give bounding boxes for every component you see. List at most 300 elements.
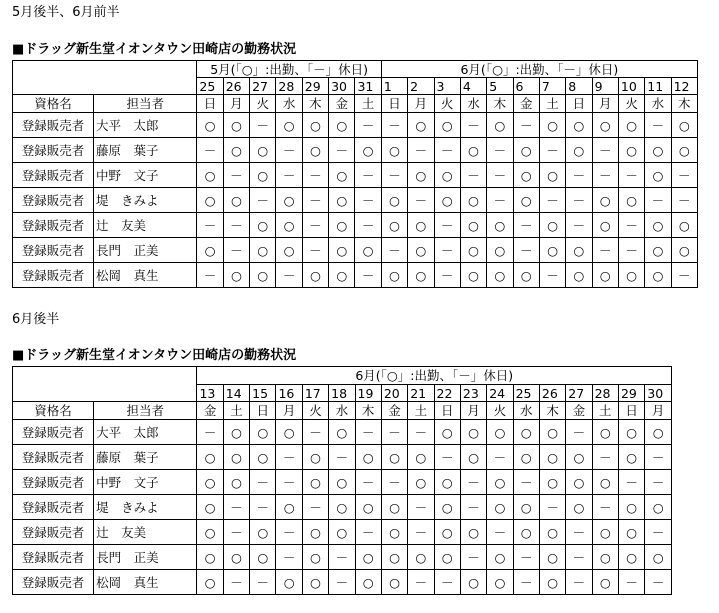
attendance-mark-cell: － [302,238,328,263]
attendance-mark-cell: ○ [539,545,565,570]
date-cell: 11 [645,78,671,95]
person-name-cell: 辻 友美 [94,213,197,238]
date-cell: 6 [513,78,539,95]
weekday-cell: 火 [487,402,513,420]
staff-row [13,420,672,445]
attendance-mark-cell: ○ [618,420,644,445]
attendance-mark-cell: ○ [329,238,355,263]
weekday-cell: 火 [302,402,328,420]
date-cell: 19 [355,385,381,402]
date-cell: 29 [302,78,328,95]
date-cell: 29 [618,385,644,402]
attendance-mark-cell: － [645,445,672,470]
attendance-mark-cell: ○ [460,420,486,445]
attendance-mark-cell: ○ [539,470,565,495]
attendance-mark-cell: ○ [223,138,249,163]
attendance-mark-cell: ○ [223,188,249,213]
attendance-mark-cell: － [671,188,697,213]
attendance-mark-cell: ○ [355,545,381,570]
attendance-mark-cell: ○ [671,238,697,263]
weekday-cell: 金 [381,402,407,420]
weekday-cell: 日 [618,402,644,420]
attendance-mark-cell: ○ [381,213,407,238]
weekday-cell: 金 [197,402,223,420]
attendance-mark-cell: ○ [223,420,249,445]
attendance-mark-cell: － [276,470,302,495]
attendance-mark-cell: － [250,495,276,520]
attendance-mark-cell: － [276,263,302,288]
attendance-mark-cell: － [487,520,513,545]
attendance-mark-cell: ○ [618,263,644,288]
attendance-mark-cell: ○ [566,495,592,520]
weekday-cell: 金 [513,95,539,113]
weekday-cell: 木 [539,402,565,420]
attendance-mark-cell: － [197,263,223,288]
date-cell: 9 [592,78,618,95]
weekday-header-row [13,95,698,113]
attendance-mark-cell: ○ [197,545,223,570]
attendance-mark-cell: － [355,263,381,288]
blank-header-cell [13,367,197,385]
attendance-mark-cell: － [381,113,407,138]
attendance-mark-cell: － [645,520,672,545]
attendance-mark-cell: ○ [223,445,249,470]
attendance-mark-cell: ○ [302,545,328,570]
attendance-mark-cell: － [592,445,618,470]
attendance-mark-cell: ○ [302,138,328,163]
weekday-cell: 水 [645,95,671,113]
person-name-cell: 藤原 葉子 [94,445,197,470]
attendance-mark-cell: － [223,495,249,520]
section2-heading: 6月後半 [12,312,60,327]
attendance-mark-cell: ○ [197,445,223,470]
weekday-cell: 土 [592,402,618,420]
attendance-mark-cell: ○ [197,238,223,263]
date-cell: 10 [618,78,644,95]
attendance-mark-cell: ○ [197,470,223,495]
attendance-mark-cell: － [513,213,539,238]
attendance-mark-cell: ○ [592,113,618,138]
attendance-mark-cell: ○ [250,238,276,263]
attendance-mark-cell: ○ [539,213,565,238]
qualification-cell: 登録販売者 [13,188,94,213]
attendance-mark-cell: ○ [302,520,328,545]
attendance-mark-cell: ○ [250,520,276,545]
attendance-mark-cell: ○ [329,113,355,138]
weekday-cell: 土 [408,402,434,420]
attendance-mark-cell: － [434,238,460,263]
weekday-cell: 月 [408,95,434,113]
attendance-mark-cell: ○ [539,445,565,470]
qualification-cell: 登録販売者 [13,163,94,188]
attendance-mark-cell: ○ [250,263,276,288]
weekday-cell: 木 [302,95,328,113]
weekday-header-row [13,402,672,420]
attendance-mark-cell: ○ [408,213,434,238]
date-cell: 28 [276,78,302,95]
attendance-mark-cell: ○ [408,445,434,470]
attendance-mark-cell: ○ [408,470,434,495]
attendance-mark-cell: － [487,188,513,213]
attendance-mark-cell: ○ [250,213,276,238]
date-cell: 26 [539,385,565,402]
qualification-cell: 登録販売者 [13,263,94,288]
attendance-mark-cell: ○ [487,420,513,445]
attendance-mark-cell: － [434,263,460,288]
attendance-mark-cell: － [487,445,513,470]
date-cell: 12 [671,78,697,95]
attendance-mark-cell: ○ [618,445,644,470]
attendance-mark-cell: ○ [223,113,249,138]
attendance-mark-cell: ○ [460,238,486,263]
date-cell: 27 [566,385,592,402]
staff-row [13,138,698,163]
attendance-mark-cell: ○ [381,445,407,470]
attendance-mark-cell: － [250,113,276,138]
attendance-mark-cell: － [381,163,407,188]
attendance-mark-cell: － [381,420,407,445]
attendance-mark-cell: － [408,420,434,445]
attendance-mark-cell: ○ [434,188,460,213]
attendance-mark-cell: ○ [302,445,328,470]
blank-header-cell [13,385,197,402]
attendance-mark-cell: ○ [487,213,513,238]
attendance-mark-cell: － [539,188,565,213]
attendance-mark-cell: ○ [566,138,592,163]
date-cell: 16 [276,385,302,402]
weekday-cell: 木 [355,402,381,420]
attendance-mark-cell: ○ [329,495,355,520]
attendance-mark-cell: － [618,238,644,263]
date-cell: 21 [408,385,434,402]
date-header-row [13,78,698,95]
attendance-mark-cell: － [460,163,486,188]
attendance-mark-cell: ○ [355,445,381,470]
qualification-cell: 登録販売者 [13,113,94,138]
attendance-mark-cell: ○ [671,138,697,163]
attendance-mark-cell: － [250,188,276,213]
attendance-mark-cell: ○ [592,263,618,288]
attendance-mark-cell: ○ [276,213,302,238]
attendance-mark-cell: ○ [487,495,513,520]
attendance-mark-cell: ○ [434,470,460,495]
attendance-mark-cell: ○ [671,213,697,238]
attendance-mark-cell: ○ [276,238,302,263]
section1-heading: 5月後半、6月前半 [12,5,120,20]
attendance-mark-cell: － [645,570,672,595]
attendance-mark-cell: ○ [513,188,539,213]
weekday-cell: 水 [329,402,355,420]
date-cell: 31 [355,78,381,95]
attendance-mark-cell: ○ [487,470,513,495]
attendance-mark-cell: － [276,520,302,545]
attendance-mark-cell: － [566,213,592,238]
weekday-cell: 水 [513,402,539,420]
weekday-cell: 日 [250,402,276,420]
attendance-mark-cell: ○ [408,163,434,188]
attendance-mark-cell: ○ [302,263,328,288]
attendance-mark-cell: － [302,163,328,188]
staff-row [13,213,698,238]
qualification-cell: 登録販売者 [13,495,94,520]
attendance-mark-cell: ○ [539,238,565,263]
attendance-mark-cell: － [566,570,592,595]
person-name-cell: 堤 きみよ [94,495,197,520]
attendance-mark-cell: ○ [276,113,302,138]
attendance-mark-cell: ○ [381,138,407,163]
staff-row [13,263,698,288]
person-name-cell: 長門 正美 [94,238,197,263]
weekday-cell: 土 [223,402,249,420]
attendance-mark-cell: ○ [592,188,618,213]
attendance-mark-cell: － [223,520,249,545]
weekday-cell: 日 [197,95,223,113]
attendance-mark-cell: ○ [197,163,223,188]
attendance-mark-cell: － [223,570,249,595]
date-cell: 24 [487,385,513,402]
attendance-mark-cell: ○ [645,263,671,288]
weekday-cell: 日 [381,95,407,113]
date-cell: 18 [329,385,355,402]
section1-title: ■ドラッグ新生堂イオンタウン田崎店の勤務状況 [12,42,297,57]
attendance-mark-cell: － [408,495,434,520]
attendance-mark-cell: － [487,163,513,188]
date-cell: 7 [539,78,565,95]
attendance-mark-cell: ○ [460,188,486,213]
attendance-mark-cell: ○ [250,138,276,163]
attendance-mark-cell: － [460,113,486,138]
attendance-mark-cell: － [355,213,381,238]
attendance-mark-cell: － [276,163,302,188]
person-column-header: 担当者 [94,95,197,113]
attendance-mark-cell: － [592,238,618,263]
date-cell: 2 [408,78,434,95]
attendance-mark-cell: ○ [381,570,407,595]
attendance-mark-cell: ○ [460,213,486,238]
attendance-mark-cell: － [566,188,592,213]
attendance-mark-cell: － [566,420,592,445]
weekday-cell: 月 [460,402,486,420]
staff-row [13,495,672,520]
attendance-mark-cell: ○ [197,520,223,545]
attendance-mark-cell: ○ [645,138,671,163]
weekday-cell: 火 [250,95,276,113]
attendance-mark-cell: － [381,238,407,263]
attendance-mark-cell: ○ [250,420,276,445]
staff-row [13,113,698,138]
attendance-mark-cell: － [618,213,644,238]
attendance-mark-cell: － [618,163,644,188]
date-cell: 8 [566,78,592,95]
attendance-mark-cell: ○ [460,445,486,470]
attendance-mark-cell: － [434,445,460,470]
attendance-mark-cell: － [592,163,618,188]
attendance-mark-cell: ○ [618,495,644,520]
attendance-mark-cell: ○ [223,545,249,570]
attendance-mark-cell: － [513,545,539,570]
person-name-cell: 松岡 真生 [94,570,197,595]
weekday-cell: 木 [671,95,697,113]
attendance-mark-cell: ○ [566,445,592,470]
attendance-mark-cell: － [329,445,355,470]
attendance-mark-cell: ○ [618,113,644,138]
attendance-mark-cell: ○ [329,470,355,495]
attendance-mark-cell: ○ [539,570,565,595]
weekday-cell: 月 [645,402,672,420]
date-cell: 26 [223,78,249,95]
date-cell: 30 [329,78,355,95]
attendance-mark-cell: ○ [355,238,381,263]
weekday-cell: 水 [276,95,302,113]
attendance-mark-cell: － [434,570,460,595]
date-cell: 3 [434,78,460,95]
attendance-mark-cell: － [355,420,381,445]
attendance-mark-cell: ○ [645,163,671,188]
attendance-mark-cell: ○ [460,520,486,545]
attendance-mark-cell: － [539,138,565,163]
attendance-mark-cell: － [566,163,592,188]
attendance-mark-cell: － [539,263,565,288]
attendance-mark-cell: ○ [329,213,355,238]
staff-row [13,445,672,470]
date-cell: 22 [434,385,460,402]
attendance-mark-cell: ○ [434,545,460,570]
attendance-mark-cell: － [197,420,223,445]
attendance-mark-cell: ○ [329,263,355,288]
attendance-mark-cell: ○ [566,263,592,288]
person-name-cell: 長門 正美 [94,545,197,570]
attendance-mark-cell: ○ [513,520,539,545]
date-cell: 25 [513,385,539,402]
attendance-mark-cell: ○ [592,470,618,495]
attendance-mark-cell: － [539,495,565,520]
attendance-mark-cell: ○ [302,113,328,138]
weekday-cell: 火 [618,95,644,113]
attendance-mark-cell: ○ [381,545,407,570]
attendance-mark-cell: ○ [276,495,302,520]
attendance-mark-cell: ○ [645,213,671,238]
attendance-mark-cell: ○ [487,113,513,138]
attendance-mark-cell: － [645,188,671,213]
attendance-mark-cell: － [460,495,486,520]
attendance-mark-cell: － [223,238,249,263]
staff-row [13,570,672,595]
date-cell: 14 [223,385,249,402]
attendance-mark-cell: ○ [539,163,565,188]
staff-row [13,545,672,570]
blank-header-cell [13,78,197,95]
person-name-cell: 藤原 葉子 [94,138,197,163]
person-name-cell: 大平 太郎 [94,113,197,138]
qualification-cell: 登録販売者 [13,445,94,470]
attendance-mark-cell: － [645,113,671,138]
month-group-label: 5月(「○」:出勤、「－」休日) [197,61,381,78]
attendance-mark-cell: ○ [460,263,486,288]
attendance-mark-cell: ○ [592,520,618,545]
date-cell: 1 [381,78,407,95]
attendance-mark-cell: － [618,470,644,495]
qualification-cell: 登録販売者 [13,238,94,263]
attendance-mark-cell: － [566,520,592,545]
date-cell: 17 [302,385,328,402]
attendance-mark-cell: － [250,570,276,595]
attendance-mark-cell: － [355,188,381,213]
attendance-mark-cell: － [329,570,355,595]
attendance-mark-cell: － [566,545,592,570]
blank-header-cell [13,61,197,78]
attendance-mark-cell: ○ [618,138,644,163]
weekday-cell: 土 [355,95,381,113]
attendance-mark-cell: － [434,213,460,238]
qualification-cell: 登録販売者 [13,213,94,238]
attendance-mark-cell: － [329,545,355,570]
attendance-mark-cell: － [434,138,460,163]
attendance-mark-cell: － [197,213,223,238]
month-header-row [13,61,698,78]
attendance-mark-cell: ○ [671,113,697,138]
weekday-cell: 日 [566,95,592,113]
date-cell: 5 [487,78,513,95]
weekday-cell: 月 [592,95,618,113]
attendance-mark-cell: ○ [250,545,276,570]
date-cell: 30 [645,385,672,402]
attendance-mark-cell: － [302,495,328,520]
date-cell: 20 [381,385,407,402]
attendance-mark-cell: － [671,263,697,288]
attendance-mark-cell: － [645,470,672,495]
attendance-mark-cell: ○ [302,570,328,595]
attendance-mark-cell: ○ [539,113,565,138]
qualification-cell: 登録販売者 [13,545,94,570]
person-column-header: 担当者 [94,402,197,420]
attendance-mark-cell: ○ [592,545,618,570]
weekday-cell: 月 [223,95,249,113]
attendance-mark-cell: ○ [566,238,592,263]
schedule-table-second-half [12,366,672,595]
qualification-cell: 登録販売者 [13,138,94,163]
attendance-mark-cell: － [381,470,407,495]
attendance-mark-cell: － [513,470,539,495]
attendance-mark-cell: － [408,570,434,595]
attendance-mark-cell: － [460,545,486,570]
weekday-cell: 土 [539,95,565,113]
attendance-mark-cell: ○ [302,470,328,495]
attendance-mark-cell: ○ [645,238,671,263]
attendance-mark-cell: ○ [513,445,539,470]
staff-row [13,238,698,263]
person-name-cell: 辻 友美 [94,520,197,545]
attendance-mark-cell: － [408,188,434,213]
person-name-cell: 堤 きみよ [94,188,197,213]
attendance-mark-cell: ○ [460,570,486,595]
attendance-mark-cell: ○ [434,420,460,445]
attendance-mark-cell: ○ [434,163,460,188]
schedule-table-first-half [12,60,698,288]
staff-row [13,520,672,545]
attendance-mark-cell: － [513,570,539,595]
date-cell: 4 [460,78,486,95]
attendance-mark-cell: － [408,138,434,163]
attendance-mark-cell: － [355,470,381,495]
date-cell: 28 [592,385,618,402]
qualification-cell: 登録販売者 [13,570,94,595]
attendance-mark-cell: ○ [381,188,407,213]
date-cell: 15 [250,385,276,402]
attendance-mark-cell: ○ [618,188,644,213]
attendance-mark-cell: － [592,138,618,163]
qualification-cell: 登録販売者 [13,420,94,445]
attendance-mark-cell: ○ [460,138,486,163]
